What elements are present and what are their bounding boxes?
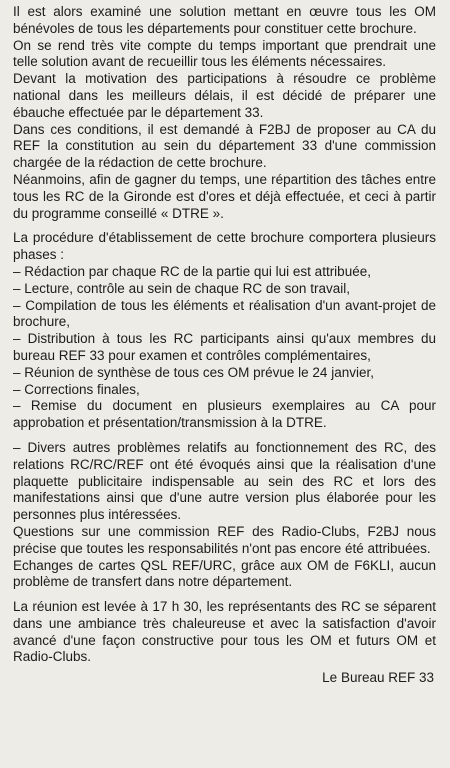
signature: Le Bureau REF 33 — [322, 670, 434, 686]
list-item: – Compilation de tous les éléments et réalisation d'un avant-projet de brochure, — [13, 297, 436, 330]
paragraph-questions: Questions sur une commission REF des Radio-Clubs, F2BJ nous précise que toutes les responsabilités n'ont pas encore été attribuées. — [13, 523, 436, 556]
paragraph-repartition: Néanmoins, afin de gagner du temps, une répartition des tâches entre tous les RC de la Gironde est d'ores et déjà effectuée, et ceci à partir du programme conseillé « DTRE ». — [13, 171, 436, 221]
paragraph-conditions: Dans ces conditions, il est demandé à F2BJ de proposer au CA du REF la constitution au sein du département 33 d'une commission chargée de la rédaction de cette brochure. — [13, 121, 436, 171]
list-item: – Distribution à tous les RC participants ainsi qu'aux membres du bureau REF 33 pour examen et contrôles complémentaires, — [13, 331, 436, 363]
paragraph-motivation: Devant la motivation des participations à résoudre ce problème national dans les meilleurs délais, il est décidé de préparer une ébauche effectuée par le département 33. — [13, 71, 436, 120]
list-item: – Réunion de synthèse de tous ces OM prévue le 24 janvier, — [13, 364, 374, 380]
list-item: – Remise du document en plusieurs exemplaires au CA pour approbation et présentation/transmission à la DTRE. — [13, 398, 436, 431]
paragraph-other-problems: – Divers autres problèmes relatifs au fonctionnement des RC, des relations RC/RC/REF ont été évoqués ainsi que la réalisation d'une plaquette publicitaire indispensable au sein des RC et lors des manifestations ainsi que d'une autre version plus élaborée pour les personnes plus intéressées. — [13, 439, 436, 523]
paragraph-time: On se rend très vite compte du temps important que prendrait une telle solution avant de recueillir tous les éléments nécessaires. — [13, 37, 436, 70]
procedure-section — [13, 230, 436, 432]
list-item: – Corrections finales, — [13, 381, 140, 397]
paragraph-closing: La réunion est levée à 17 h 30, les représentants des RC se séparent dans une ambiance très chaleureuse et avec la satisfaction d'avoir avancé d'une façon constructive pour tous les OM et futurs OM et Radio-Clubs. — [13, 599, 436, 665]
list-item: – Lecture, contrôle au sein de chaque RC de son travail, — [13, 280, 350, 296]
paragraph-solution: Il est alors examiné une solution mettant en œuvre tous les OM bénévoles de tous les départements pour constituer cette brochure. — [13, 4, 436, 36]
paragraph-qsl: Echanges de cartes QSL REF/URC, grâce aux OM de F6KLI, aucun problème de transfert dans notre département. — [13, 557, 436, 590]
other-section — [13, 440, 436, 591]
procedure-intro: La procédure d'établissement de cette brochure comportera plusieurs phases : — [13, 230, 436, 263]
list-item: – Rédaction par chaque RC de la partie qui lui est attribuée, — [13, 263, 371, 279]
